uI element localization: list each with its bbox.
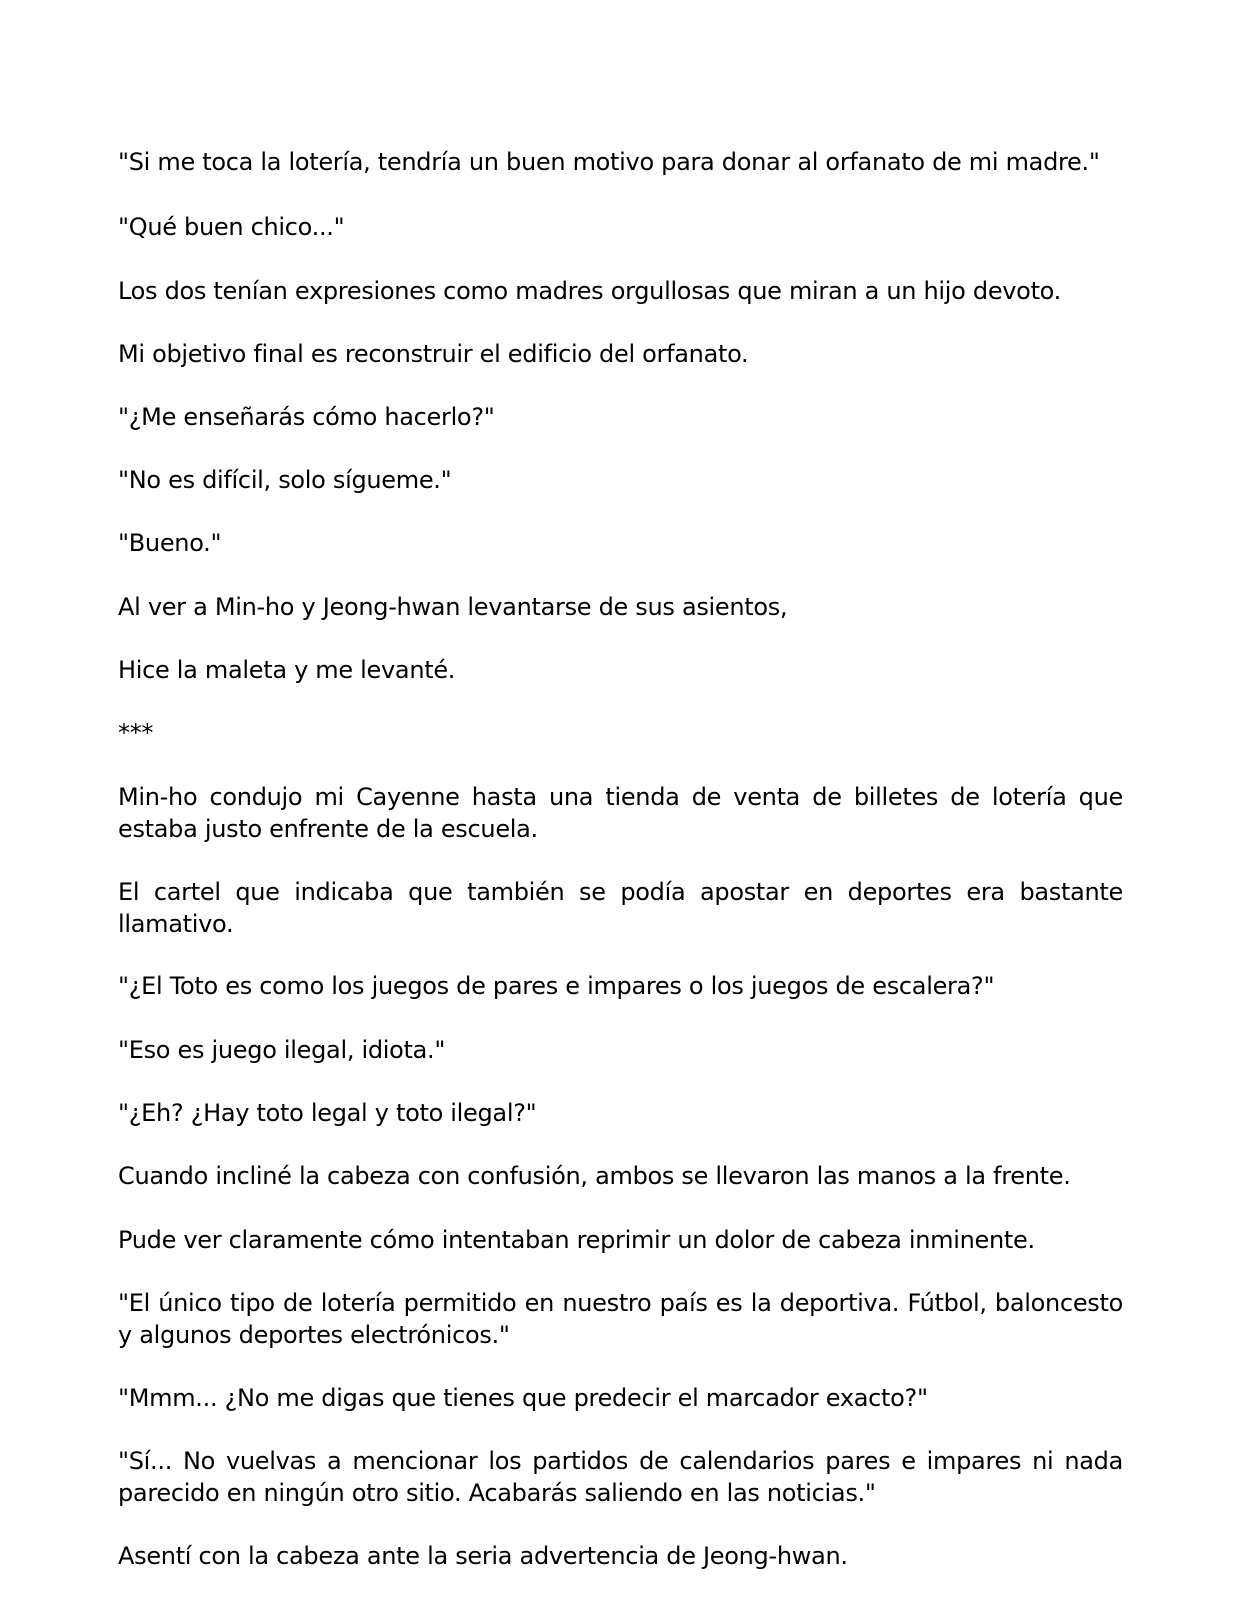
paragraph-5: "¿Me enseñarás cómo hacerlo?" xyxy=(118,403,495,431)
paragraph-8: Al ver a Min-ho y Jeong-hwan levantarse de sus asientos, xyxy=(118,593,788,621)
scene-break: *** xyxy=(118,719,154,747)
paragraph-1: "Si me toca la lotería, tendría un buen motivo para donar al orfanato de mi madre." xyxy=(118,148,1100,176)
paragraph-7: "Bueno." xyxy=(118,529,222,557)
paragraph-9: Hice la maleta y me levanté. xyxy=(118,656,456,684)
paragraph-4: Mi objetivo final es reconstruir el edificio del orfanato. xyxy=(118,340,749,368)
paragraph-18: "El único tipo de lotería permitido en nuestro país es la deportiva. Fútbol, baloncesto y algunos deportes electrónicos." xyxy=(118,1289,1123,1349)
paragraph-21: Asentí con la cabeza ante la seria advertencia de Jeong-hwan. xyxy=(118,1542,848,1570)
paragraph-15: "¿Eh? ¿Hay toto legal y toto ilegal?" xyxy=(118,1099,537,1127)
paragraph-2: "Qué buen chico..." xyxy=(118,213,345,241)
document-page xyxy=(118,0,1123,1620)
paragraph-13: "¿El Toto es como los juegos de pares e impares o los juegos de escalera?" xyxy=(118,972,995,1000)
paragraph-11: Min-ho condujo mi Cayenne hasta una tienda de venta de billetes de lotería que estaba justo enfrente de la escuela. xyxy=(118,783,1123,843)
paragraph-19: "Mmm... ¿No me digas que tienes que predecir el marcador exacto?" xyxy=(118,1384,928,1412)
paragraph-12: El cartel que indicaba que también se podía apostar en deportes era bastante llamativo. xyxy=(118,878,1123,938)
paragraph-17: Pude ver claramente cómo intentaban reprimir un dolor de cabeza inminente. xyxy=(118,1226,1035,1254)
paragraph-20: "Sí... No vuelvas a mencionar los partidos de calendarios pares e impares ni nada parecido en ningún otro sitio. Acabarás saliendo en las noticias." xyxy=(118,1447,1123,1507)
paragraph-6: "No es difícil, solo sígueme." xyxy=(118,466,452,494)
paragraph-14: "Eso es juego ilegal, idiota." xyxy=(118,1036,446,1064)
paragraph-16: Cuando incliné la cabeza con confusión, ambos se llevaron las manos a la frente. xyxy=(118,1162,1071,1190)
paragraph-3: Los dos tenían expresiones como madres orgullosas que miran a un hijo devoto. xyxy=(118,277,1061,305)
